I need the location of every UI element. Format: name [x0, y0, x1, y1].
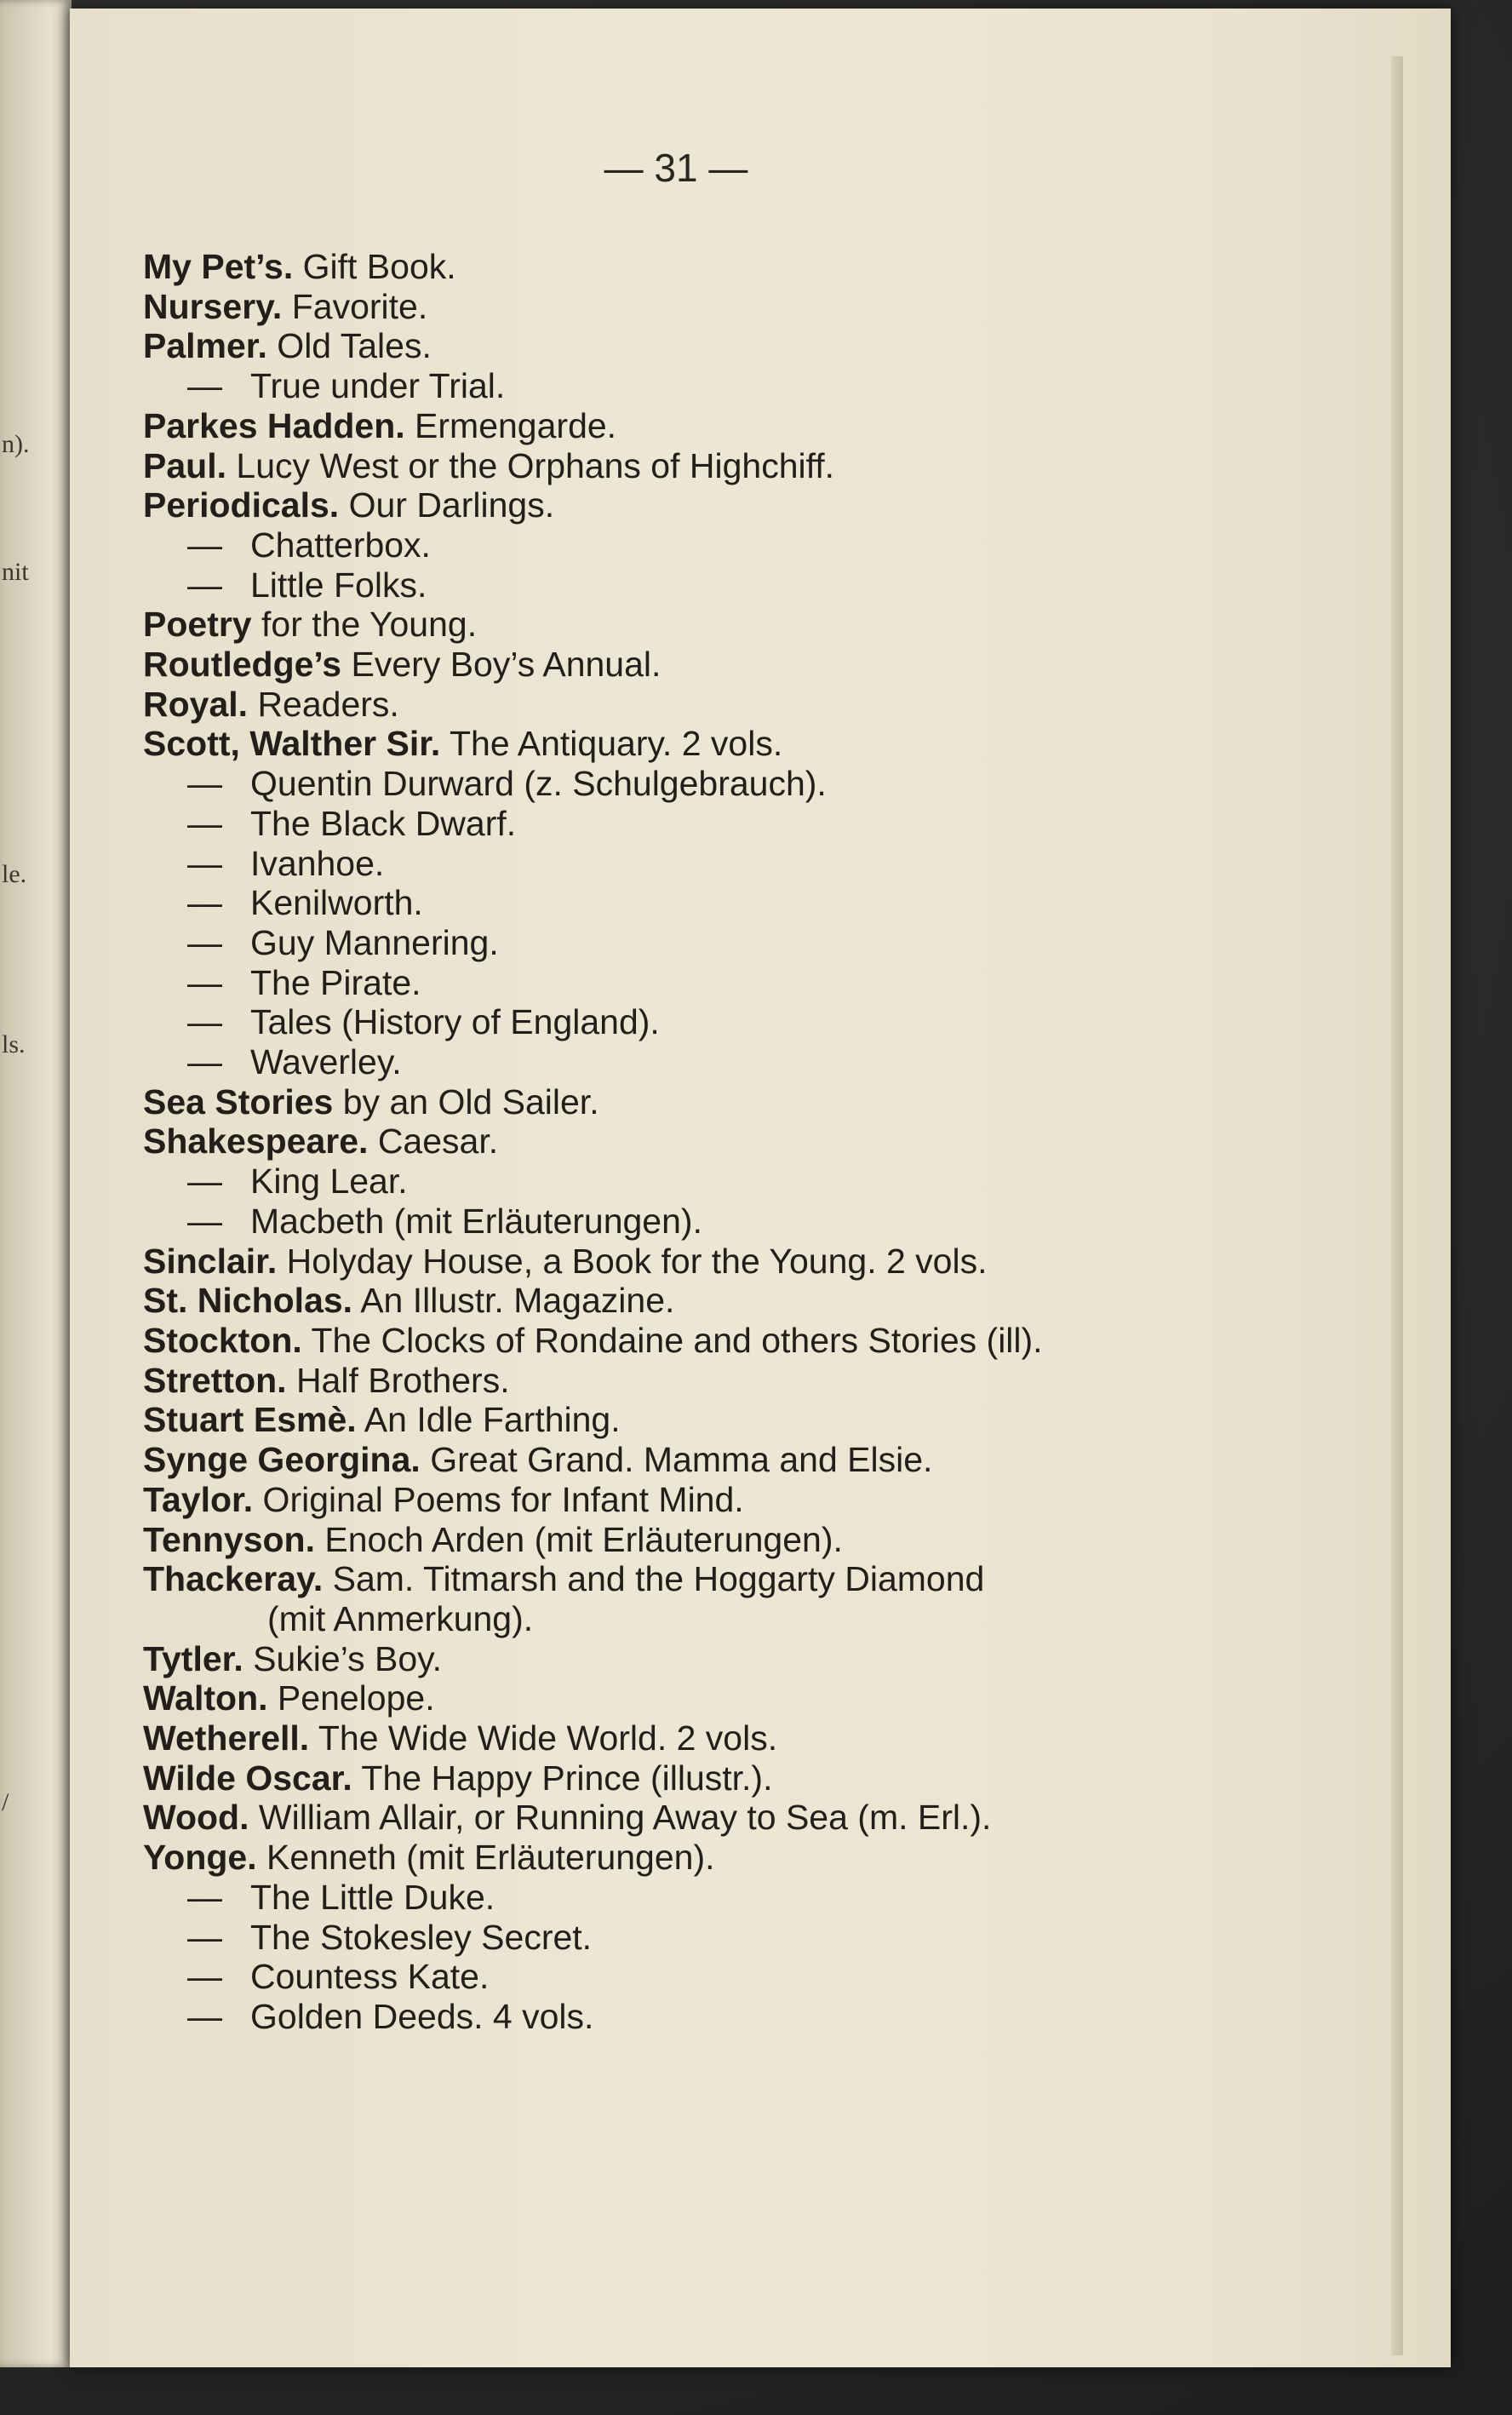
left-page-fragment: ls. [2, 1030, 26, 1058]
entry-title: for the Young. [261, 605, 478, 645]
entry-title: The Stokesley Secret. [250, 1917, 593, 1957]
entry-dash: — [187, 525, 222, 565]
list-item [143, 287, 1275, 327]
entry-title: by an Old Sailer. [342, 1081, 599, 1121]
entry-title: Ivanhoe. [250, 843, 385, 883]
list-item [143, 923, 1275, 963]
entry-author: Wetherell. [143, 1718, 310, 1758]
entry-title: The Antiquary. 2 vols. [449, 724, 783, 764]
left-page-fragment: le. [2, 860, 27, 888]
entry-title: The Black Dwarf. [250, 803, 517, 843]
list-item [143, 724, 1275, 764]
left-page-edge [0, 0, 72, 2367]
list-item [143, 525, 1275, 565]
entry-author: Wilde Oscar. [143, 1758, 352, 1798]
entry-title: Countess Kate. [250, 1957, 490, 1997]
book-list [143, 247, 1275, 2037]
list-item [143, 1678, 1275, 1718]
entry-title: The Wide Wide World. 2 vols. [318, 1718, 778, 1758]
list-item [143, 645, 1275, 685]
entry-author: Stretton. [143, 1360, 287, 1400]
list-item [143, 1321, 1275, 1361]
entry-title: Every Boy’s Annual. [351, 645, 662, 685]
entry-dash: — [187, 764, 222, 804]
page-edge [1391, 56, 1403, 2355]
entry-title: William Allair, or Running Away to Sea (m. Erl.). [258, 1798, 992, 1838]
entry-title: Penelope. [277, 1678, 435, 1718]
list-item [143, 1878, 1275, 1918]
entry-author: Royal. [143, 684, 249, 724]
entry-title: Quentin Durward (z. Schulgebrauch). [250, 764, 827, 804]
entry-title: Golden Deeds. 4 vols. [250, 1996, 594, 2036]
entry-title: The Pirate. [250, 962, 421, 1002]
entry-title: Half Brothers. [295, 1360, 510, 1400]
entry-title: Gift Book. [302, 247, 456, 286]
list-item [143, 1121, 1275, 1162]
entry-title: Caesar. [377, 1121, 499, 1162]
list-item [143, 1042, 1275, 1082]
entry-author: Periodicals. [143, 485, 340, 525]
entry-author: Stockton. [143, 1320, 302, 1360]
entry-dash: — [187, 1917, 222, 1957]
list-item [143, 247, 1275, 287]
list-item [143, 1361, 1275, 1401]
entry-title: Favorite. [291, 286, 428, 326]
list-item [143, 804, 1275, 844]
entry-title: The Little Duke. [250, 1877, 495, 1917]
entry-title: An Illustr. Magazine. [360, 1281, 675, 1321]
list-item [143, 1440, 1275, 1480]
list-item [143, 406, 1275, 446]
entry-title: Readers. [257, 684, 399, 724]
entry-dash: — [187, 1042, 222, 1082]
entry-title: Waverley. [250, 1042, 402, 1082]
entry-title: Holyday House, a Book for the Young. 2 vols. [286, 1241, 988, 1281]
entry-author: Taylor. [143, 1479, 254, 1519]
entry-dash: — [187, 1996, 222, 2036]
list-item [143, 1798, 1275, 1838]
list-item [143, 844, 1275, 884]
list-item [143, 883, 1275, 923]
list-item [143, 326, 1275, 366]
entry-title: Old Tales. [277, 326, 432, 366]
list-item [143, 963, 1275, 1003]
entry-title: True under Trial. [250, 366, 506, 406]
entry-author: Palmer. [143, 326, 267, 366]
entry-author: Wood. [143, 1798, 249, 1838]
entry-dash: — [187, 1201, 222, 1241]
entry-title: An Idle Farthing. [364, 1400, 621, 1440]
entry-continuation: (mit Anmerkung). [267, 1598, 534, 1638]
entry-dash: — [187, 1002, 222, 1042]
entry-author: Shakespeare. [143, 1121, 369, 1162]
entry-title: Kenneth (mit Erläuterungen). [266, 1838, 715, 1878]
list-item [143, 1758, 1275, 1798]
entry-title: Lucy West or the Orphans of Highchiff. [236, 445, 835, 485]
entry-title: Tales (History of England). [250, 1002, 660, 1042]
entry-author: Sinclair. [143, 1241, 278, 1281]
entry-title: Sam. Titmarsh and the Hoggarty Diamond [332, 1559, 985, 1599]
list-item [143, 446, 1275, 486]
left-page-fragment: nit [2, 558, 29, 586]
entry-title: Great Grand. Mamma and Elsie. [430, 1440, 933, 1480]
entry-author: St. Nicholas. [143, 1281, 353, 1321]
list-item [143, 1838, 1275, 1878]
list-item [143, 1281, 1275, 1321]
list-item [143, 1002, 1275, 1042]
entry-dash: — [187, 803, 222, 843]
entry-title: King Lear. [250, 1162, 408, 1202]
list-item [143, 1559, 1275, 1599]
list-item [143, 1957, 1275, 1997]
entry-dash: — [187, 1162, 222, 1202]
entry-author: Paul. [143, 445, 226, 485]
entry-dash: — [187, 843, 222, 883]
entry-title: Our Darlings. [348, 485, 555, 525]
entry-title: Macbeth (mit Erläuterungen). [250, 1201, 702, 1241]
entry-author: Routledge’s [143, 645, 342, 685]
list-item [143, 1400, 1275, 1440]
list-item [143, 1480, 1275, 1520]
list-item [143, 1162, 1275, 1202]
entry-author: Walton. [143, 1678, 268, 1718]
entry-title: The Happy Prince (illustr.). [361, 1758, 773, 1798]
entry-author: Yonge. [143, 1838, 257, 1878]
list-item [143, 1242, 1275, 1282]
list-item [143, 1718, 1275, 1758]
entry-title: Kenilworth. [250, 883, 423, 923]
entry-title: Chatterbox. [250, 525, 431, 565]
entry-author: Parkes Hadden. [143, 405, 405, 445]
entry-author: Nursery. [143, 286, 283, 326]
entry-author: Scott, Walther Sir. [143, 724, 441, 764]
entry-author: Stuart Esmè. [143, 1400, 357, 1440]
list-item [143, 366, 1275, 406]
entry-dash: — [187, 565, 222, 605]
list-item [143, 565, 1275, 605]
entry-dash: — [187, 366, 222, 406]
entry-title: The Clocks of Rondaine and others Stories (ill). [311, 1320, 1043, 1360]
list-item [143, 685, 1275, 725]
entry-title: Ermengarde. [415, 405, 617, 445]
entry-dash: — [187, 922, 222, 962]
entry-author: Synge Georgina. [143, 1440, 421, 1480]
page-number: — 31 — [604, 146, 748, 190]
list-item [143, 1997, 1275, 2037]
list-item [143, 605, 1275, 645]
entry-author: Thackeray. [143, 1559, 324, 1599]
entry-author: Tennyson. [143, 1519, 315, 1559]
entry-author: My Pet’s. [143, 247, 294, 286]
list-item [143, 1082, 1275, 1122]
entry-title: Sukie’s Boy. [253, 1638, 442, 1678]
entry-title: Original Poems for Infant Mind. [262, 1479, 744, 1519]
list-item [143, 1202, 1275, 1242]
entry-author: Tytler. [143, 1638, 243, 1678]
left-page-fragment: n). [2, 430, 30, 458]
list-item [143, 1918, 1275, 1958]
entry-author: Poetry [143, 605, 252, 645]
entry-title: Guy Mannering. [250, 922, 499, 962]
left-page-fragment: / [2, 1788, 9, 1816]
entry-dash: — [187, 962, 222, 1002]
list-item [143, 1520, 1275, 1560]
entry-dash: — [187, 883, 222, 923]
entry-title: Little Folks. [250, 565, 427, 605]
entry-author: Sea Stories [143, 1081, 334, 1121]
list-item [143, 485, 1275, 525]
list-item [143, 1639, 1275, 1679]
entry-dash: — [187, 1957, 222, 1997]
entry-dash: — [187, 1877, 222, 1917]
list-item [143, 764, 1275, 804]
entry-title: Enoch Arden (mit Erläuterungen). [324, 1519, 843, 1559]
list-item [143, 1599, 1275, 1639]
